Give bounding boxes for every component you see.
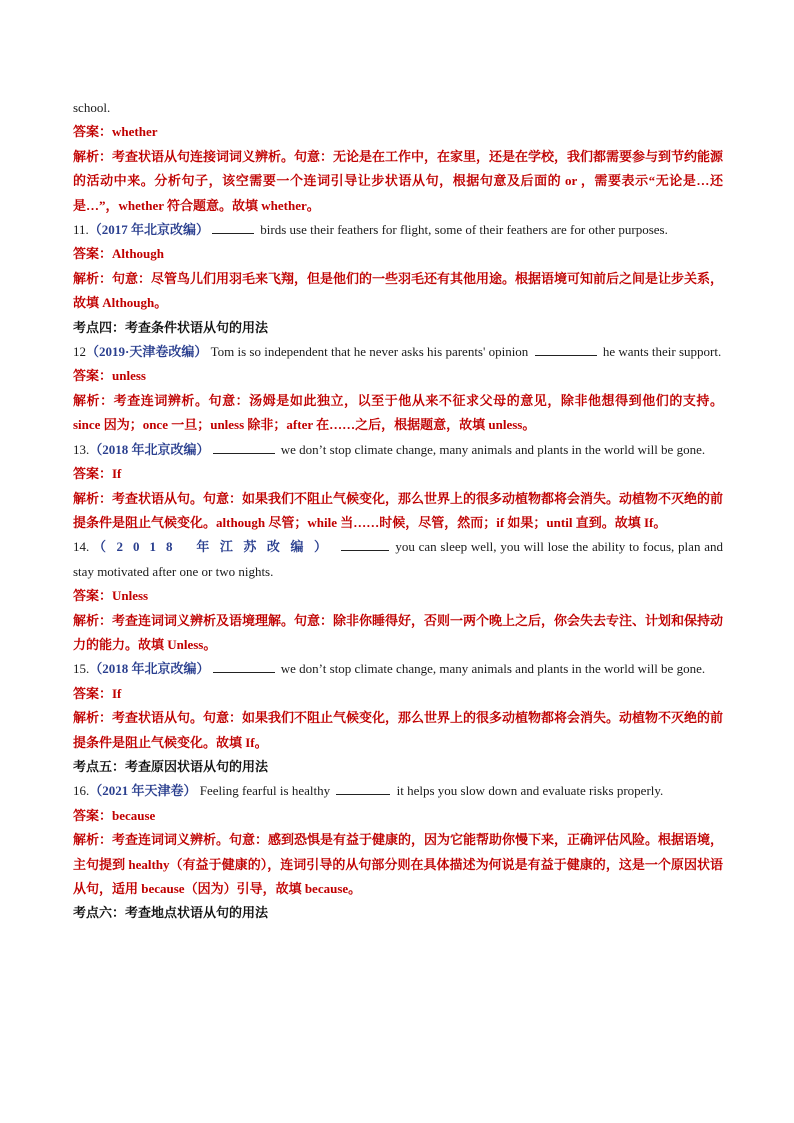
kaodian-4-heading: 考点四：考查条件状语从句的用法 [73,319,269,335]
q16-answer: 答案：because [73,807,156,823]
q13-analysis: 解析：考查状语从句。句意：如果我们不阻止气候变化，那么世界上的很多动植物都将会消失。动植物不灭绝的前提条件是阻止气候变化。although 尽管；while 当……时候，尽管，然而；if 如果；until 直到。故填 If。 [73,490,724,530]
q13-answer: 答案：If [73,466,122,482]
q16-text-b: it helps you slow down and evaluate risks properly. [396,783,664,799]
q16-analysis: 解析：考查连词词义辨析。句意：感到恐惧是有益于健康的，因为它能帮助你慢下来，正确评估风险。根据语境，主句提到 healthy（有益于健康的），连词引导的从句部分则在具体描述为何说是有益于健康的，这是一个原因状语从句，适用 because（因为）引导，故填 because。 [73,832,724,896]
q11-number: 11. [73,222,89,238]
q15-number: 15. [73,661,90,677]
q12-number: 12 [73,344,86,360]
q13-text: we don’t stop climate change, many animals and plants in the world will be gone. [280,441,706,457]
q16-question [73,779,723,803]
q14-blank [341,538,389,551]
q13-source: （2018 年北京改编） [89,441,210,457]
q16-number: 16. [73,783,90,799]
q14-answer: 答案：Unless [73,588,149,604]
q10-analysis: 解析：考查状语从句连接词词义辨析。句意：无论是在工作中，在家里，还是在学校，我们都需要参与到节约能源的活动中来。分析句子，该空需要一个连词引导让步状语从句，根据句意及后面的 or ，需要表示“无论是…还是…”，whether 符合题意。故填 whether。 [73,148,724,213]
q11-analysis: 解析：句意：尽管鸟儿们用羽毛来飞翔，但是他们的一些羽毛还有其他用途。根据语境可知前后之间是让步关系，故填 Although。 [73,270,724,311]
q12-answer: 答案：unless [73,368,146,384]
intro-tail: school. [73,100,111,115]
q15-source: （2018 年北京改编） [89,661,210,677]
q11-answer: 答案：Although [73,246,165,262]
kaodian-6-heading: 考点六：考查地点状语从句的用法 [73,905,269,921]
q14-analysis: 解析：考查连词词义辨析及语境理解。句意：除非你睡得好，否则一两个晚上之后，你会失去专注、计划和保持动力的能力。故填 Unless。 [73,612,724,652]
q15-text: we don’t stop climate change, many animals and plants in the world will be gone. [280,661,706,677]
q14-text: you can sleep well, you will lose the ability to focus, plan and stay motivated after one or two nights. [73,539,723,579]
q15-analysis: 解析：考查状语从句。句意：如果我们不阻止气候变化，那么世界上的很多动植物都将会消失。动植物不灭绝的前提条件是阻止气候变化。故填 If。 [73,710,724,750]
q11-source: （2017 年北京改编） [88,222,210,238]
q12-text-a: Tom is so independent that he never asks his parents' opinion [210,344,529,360]
q16-text-a: Feeling fearful is healthy [199,783,331,799]
q13-number: 13. [73,441,90,457]
q14-number: 14. [73,539,90,555]
q12-source: （2019·天津卷改编） [86,344,208,360]
q15-question [73,657,723,681]
q12-question [73,340,723,364]
kaodian-5-heading: 考点五：考查原因状语从句的用法 [73,758,269,774]
q13-blank [213,441,275,454]
q11-text: birds use their feathers for flight, some of their feathers are for other purposes. [260,222,668,238]
q10-answer: 答案：whether [73,124,158,140]
q15-answer: 答案：If [73,685,122,701]
q11-question [73,218,723,242]
q16-blank [336,782,390,795]
document-page [73,96,723,926]
q15-blank [213,660,275,673]
q14-question [73,535,723,584]
q12-analysis: 解析：考查连词辨析。句意：汤姆是如此独立，以至于他从来不征求父母的意见，除非他想得到他们的支持。since 因为；once 一旦；unless 除非；after 在……之后，根据题意，故填 unless。 [73,392,723,433]
q13-question [73,438,723,462]
q12-text-b: he wants their support. [602,344,722,360]
q11-blank [212,221,254,234]
q12-blank [535,343,597,356]
q16-source: （2021 年天津卷） [89,783,197,799]
q14-source: （2018 年江苏改编） [93,539,338,555]
